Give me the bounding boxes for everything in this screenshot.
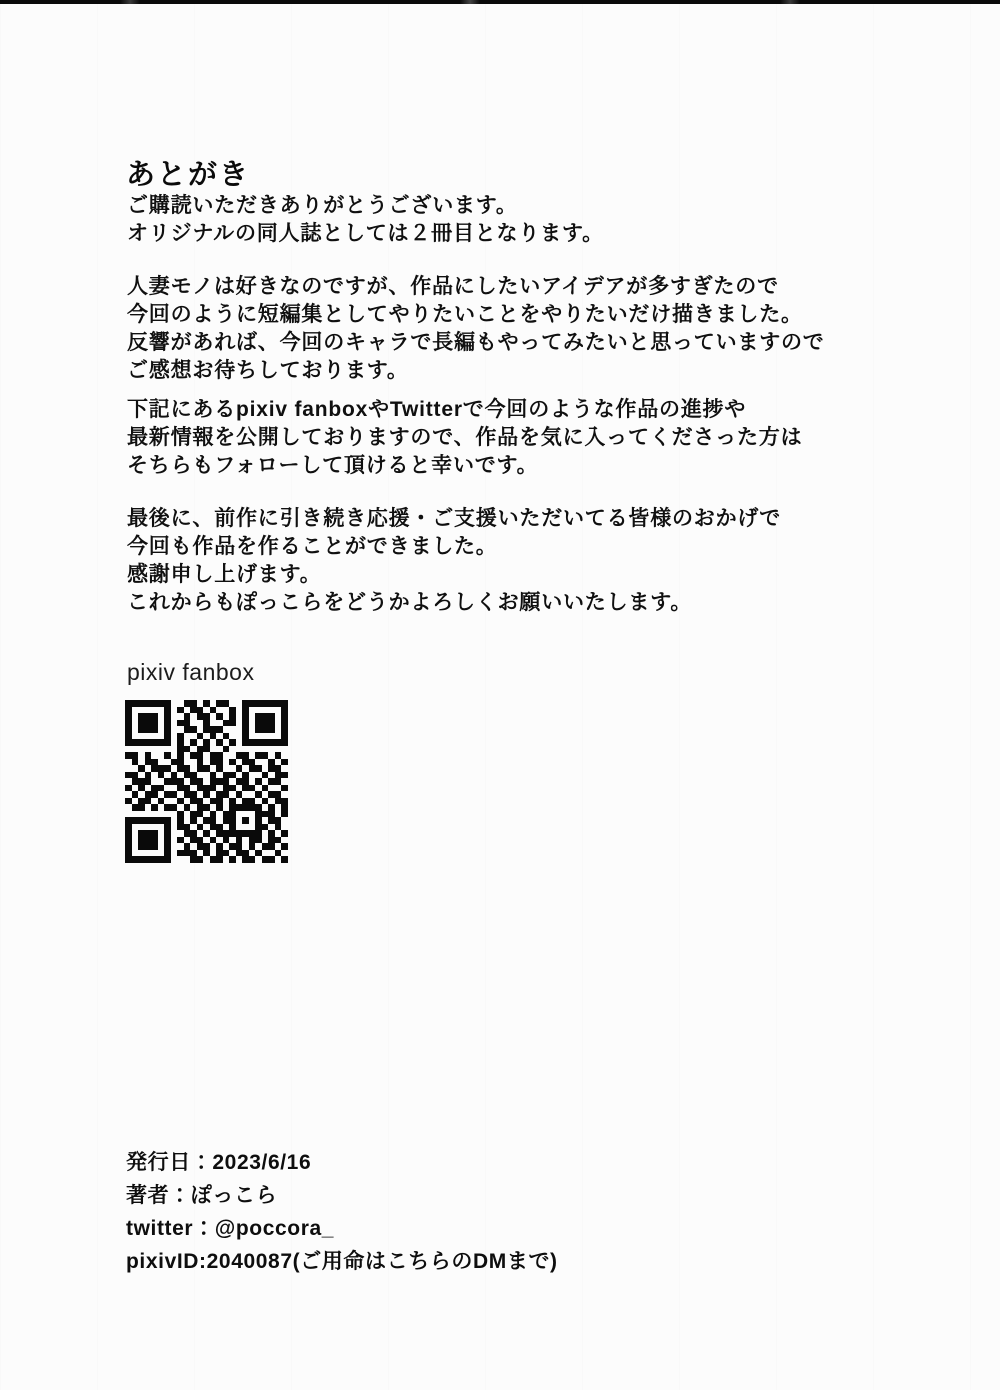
qr-code (125, 700, 288, 863)
text-line: これからもぽっこらをどうかよろしくお願いいたします。 (127, 591, 693, 614)
paragraph-thanks (127, 192, 887, 248)
credit-publish-date: 発行日：2023/6/16 (126, 1151, 312, 1174)
text-line: そちらもフォローして頂けると幸いです。 (127, 454, 539, 477)
text-line: 今回も作品を作ることができました。 (127, 535, 498, 558)
paragraph-gratitude (127, 505, 887, 617)
text-line: ご購読いただきありがとうございます。 (127, 194, 518, 217)
text-line: 人妻モノは好きなのですが、作品にしたいアイデアが多すぎたので (127, 275, 779, 298)
publication-credits (126, 1146, 558, 1278)
paragraph-about-work (127, 273, 887, 385)
text-line: ご感想お待ちしております。 (127, 359, 409, 382)
text-line: 最後に、前作に引き続き応援・ご支援いただいてる皆様のおかげで (127, 507, 781, 530)
credit-pixiv-id: pixivID:2040087(ご用命はこちらのDMまで) (126, 1250, 558, 1273)
scan-edge-artifact (0, 0, 1000, 4)
text-line: 最新情報を公開しておりますので、作品を気に入ってくださった方は (127, 426, 803, 449)
credit-author: 著者：ぽっこら (126, 1184, 278, 1207)
paragraph-follow-info (127, 396, 887, 480)
qr-code-label: pixiv fanbox (127, 659, 255, 685)
text-line: 反響があれば、今回のキャラで長編もやってみたいと思っていますので (127, 331, 825, 354)
page-title: あとがき (126, 159, 251, 192)
text-line: 感謝申し上げます。 (127, 563, 322, 586)
credit-twitter: twitter：@poccora_ (126, 1217, 335, 1240)
text-line: 下記にあるpixiv fanboxやTwitterで今回のような作品の進捗や (127, 398, 747, 421)
text-line: 今回のように短編集としてやりたいことをやりたいだけ描きました。 (127, 303, 803, 326)
text-line: オリジナルの同人誌としては２冊目となります。 (127, 222, 604, 245)
